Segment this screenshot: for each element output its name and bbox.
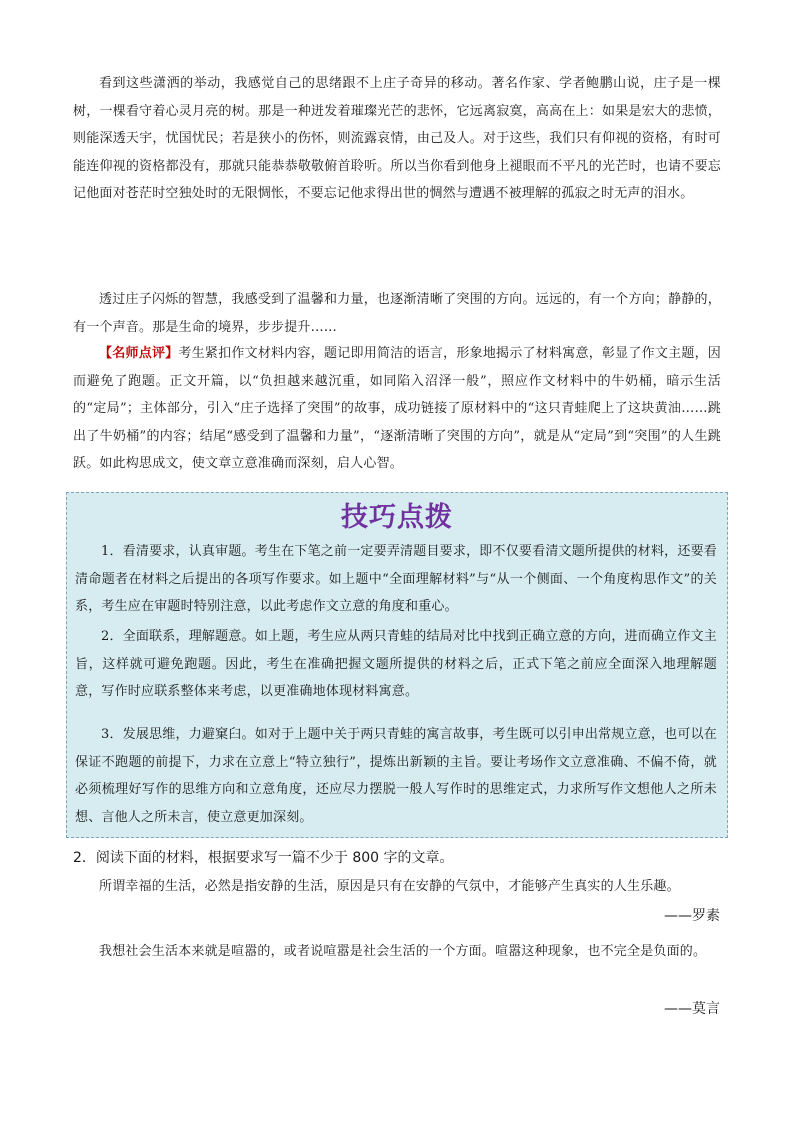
teacher-comment: [73, 340, 721, 478]
quote-text: 我想社会生活本来就是喧嚣的，或者说喧嚣是社会生活的一个方面。喧嚣这种现象，也不完全是负面的。: [99, 944, 707, 959]
quote-author: ——莫言: [664, 1001, 720, 1017]
tips-box: [66, 492, 728, 838]
essay-paragraph: 透过庄子闪烁的智慧，我感受到了温馨和力量，也逐渐清晰了突围的方向。远远的，有一个方向；静静的，有一个声音。那是生命的境界，步步提升……: [73, 292, 721, 335]
teacher-comment-text: 考生紧扣作文材料内容，题记即用简洁的语言，形象地揭示了材料寓意，彰显了作文主题，因而避免了跑题。正文开篇，以“负担越来越沉重，如同陷入沼泽一般”，照应作文材料中的牛奶桶，暗示生活的“定局”；主体部分，引入“庄子选择了突围”的故事，成功链接了原材料中的“这只青蛙爬上了这块黄油……跳出了牛奶桶”的内容；结尾“感受到了温馨和力量”，“逐渐清晰了突围的方向”，就是从“定局”到“突围”的人生跳跃。如此构思成文，使文章立意准确而深刻，启人心智。: [73, 346, 722, 472]
quote-author: ——罗素: [664, 908, 720, 924]
teacher-comment-label: 【名师点评】: [99, 346, 179, 361]
quote-text: 所谓幸福的生活，必然是指安静的生活，原因是只有在安静的气氛中，才能够产生真实的人生乐趣。: [99, 879, 680, 894]
tips-title: 技巧点拨: [341, 502, 453, 533]
tip-item: 1．看清要求，认真审题。考生在下笔之前一定要弄清题目要求，即不仅要看清文题所提供的材料，还要看清命题者在材料之后提出的各项写作要求。如上题中“全面理解材料”与“从一个侧面、一个角度构思作文”的关系，考生应在审题时特别注意，以此考虑作文立意的角度和重心。: [75, 544, 717, 615]
question-prompt: 2．阅读下面的材料，根据要求写一篇不少于 800 字的文章。: [73, 850, 454, 866]
essay-paragraph: 看到这些潇洒的举动，我感觉自己的思绪跟不上庄子奇异的移动。著名作家、学者鲍鹏山说，庄子是一棵树，一棵看守着心灵月亮的树。那是一种迸发着璀璨光芒的悲怀，它远离寂寞，高高在上：如果是宏大的悲愤，则能深透天宇，忧国忧民；若是狭小的伤怀，则流露哀情，由己及人。对于这些，我们只有仰视的资格，有时可能连仰视的资格都没有，那就只能恭恭敬敬俯首聆听。所以当你看到他身上褪眼而不平凡的光芒时，也请不要忘记他面对苍茫时空独处时的无限惆怅，不要忘记他求得出世的惆然与遭遇不被理解的孤寂之时无声的泪水。: [73, 76, 721, 202]
tip-item: 2．全面联系，理解题意。如上题，考生应从两只青蛙的结局对比中找到正确立意的方向，进而确立作文主旨，这样就可避免跑题。因此，考生在准确把握文题所提供的材料之后，正式下笔之前应全面深入地理解题意，写作时应联系整体来考虑，以更准确地体现材料寓意。: [75, 629, 717, 700]
tip-item: 3．发展思维，力避窠臼。如对于上题中关于两只青蛙的寓言故事，考生既可以引申出常规立意，也可以在保证不跑题的前提下，力求在立意上“特立独行”，提炼出新颖的主旨。要让考场作文立意准确、不偏不倚，就必须梳理好写作的思维方向和立意角度，还应尽力摆脱一般人写作时的思维定式，力求所写作文想他人之所未想、言他人之所未言，使立意更加深刻。: [75, 727, 717, 825]
